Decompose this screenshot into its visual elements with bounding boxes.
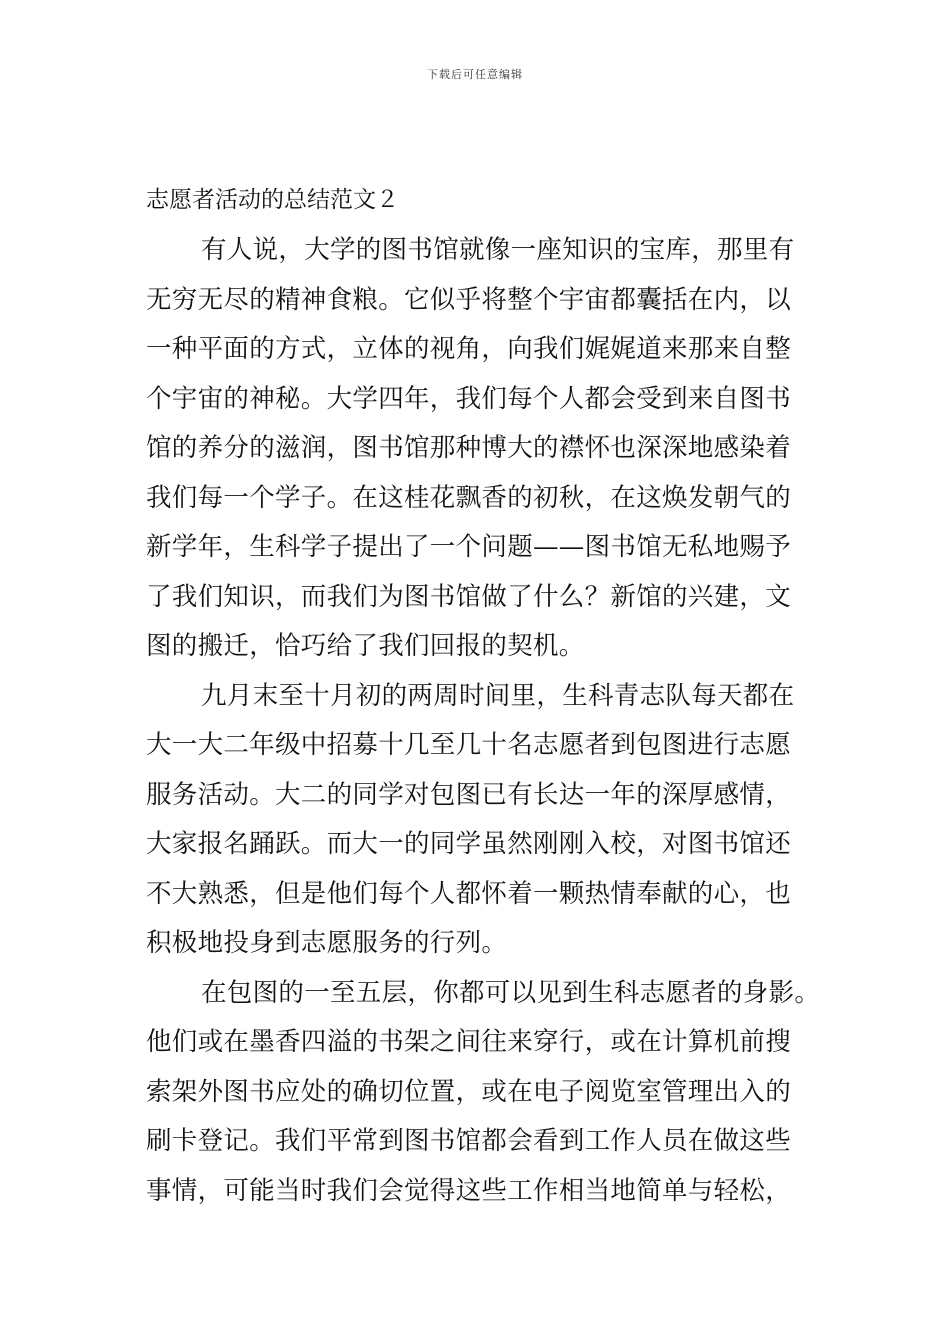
text-line: 大家报名踊跃。而大一的同学虽然刚刚入校，对图书馆还 xyxy=(146,829,792,859)
text-line: 九月末至十月初的两周时间里，生科青志队每天都在 xyxy=(201,681,795,711)
text-line: 新学年，生科学子提出了一个问题——图书馆无私地赐予 xyxy=(146,532,792,562)
header-note: 下载后可任意编辑 xyxy=(427,68,523,81)
text-line: 馆的养分的滋润，图书馆那种博大的襟怀也深深地感染着 xyxy=(146,433,792,463)
text-line: 图的搬迁，恰巧给了我们回报的契机。 xyxy=(146,631,585,661)
text-line: 无穷无尽的精神食粮。它似乎将整个宇宙都囊括在内，以 xyxy=(146,285,792,315)
text-line: 个宇宙的神秘。大学四年，我们每个人都会受到来自图书 xyxy=(146,384,792,414)
text-line: 积极地投身到志愿服务的行列。 xyxy=(146,928,508,958)
text-line: 索架外图书应处的确切位置，或在电子阅览室管理出入的 xyxy=(146,1077,792,1107)
text-line: 大一大二年级中招募十几至几十名志愿者到包图进行志愿 xyxy=(146,730,792,760)
document-title: 志愿者活动的总结范文２ xyxy=(146,187,399,213)
text-line: 事情，可能当时我们会觉得这些工作相当地简单与轻松， xyxy=(146,1176,792,1206)
text-line: 我们每一个学子。在这桂花飘香的初秋，在这焕发朝气的 xyxy=(146,483,792,513)
text-line: 不大熟悉，但是他们每个人都怀着一颗热情奉献的心，也 xyxy=(146,879,792,909)
text-line: 有人说，大学的图书馆就像一座知识的宝库，那里有 xyxy=(201,235,795,265)
text-line: 了我们知识，而我们为图书馆做了什么？新馆的兴建，文 xyxy=(146,582,792,612)
text-line: 在包图的一至五层，你都可以见到生科志愿者的身影。 xyxy=(201,978,821,1008)
text-line: 他们或在墨香四溢的书架之间往来穿行，或在计算机前搜 xyxy=(146,1027,792,1057)
text-line: 刷卡登记。我们平常到图书馆都会看到工作人员在做这些 xyxy=(146,1126,792,1156)
text-line: 一种平面的方式，立体的视角，向我们娓娓道来那来自整 xyxy=(146,334,792,364)
text-line: 服务活动。大二的同学对包图已有长达一年的深厚感情， xyxy=(146,780,792,810)
